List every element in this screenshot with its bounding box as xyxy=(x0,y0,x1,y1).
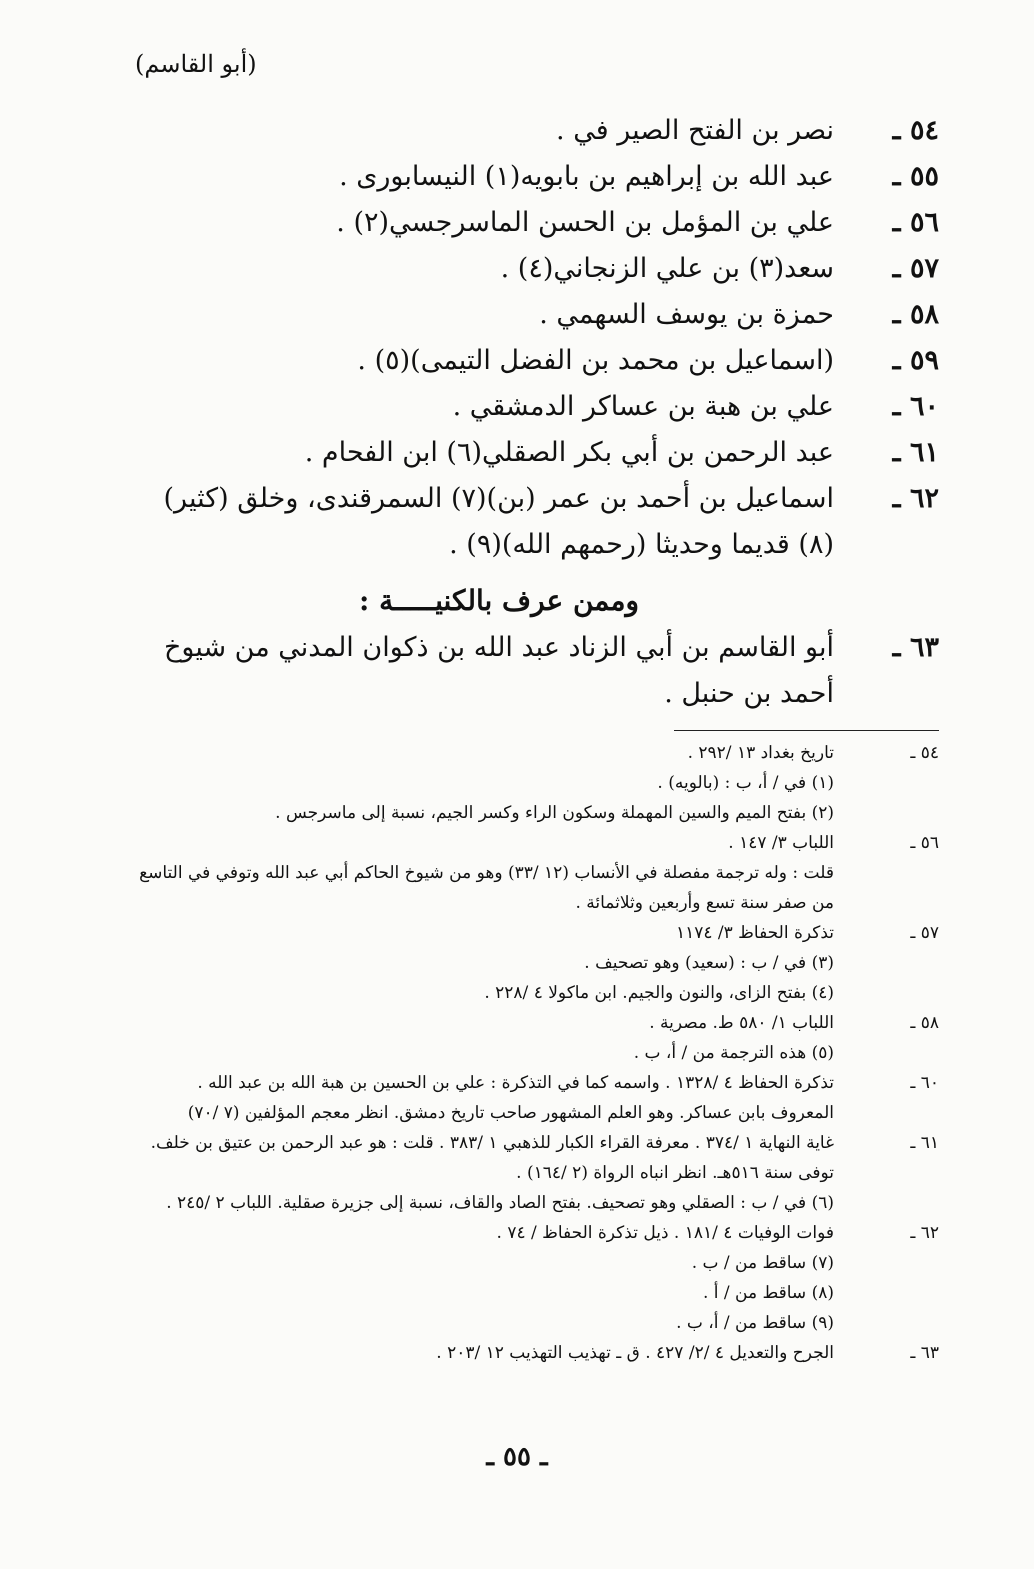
footnote-text: (٧) ساقط من / ب . xyxy=(691,1253,834,1273)
footnote-line xyxy=(139,1338,939,1368)
entry-text: نصر بن الفتح الصير في . xyxy=(556,115,834,146)
footnote-text: (٥) هذه الترجمة من / أ، ب . xyxy=(633,1043,834,1063)
footnote-text: اللباب ١/ ٥٨٠ ط. مصرية . xyxy=(649,1013,834,1033)
footnote-text: اللباب ٣/ ١٤٧ . xyxy=(728,833,834,853)
entry-number: ٥٩ ـ xyxy=(892,345,939,376)
footnote-text: قلت : وله ترجمة مفصلة في الأنساب (١٢ /٣٣) وهو من شيوخ الحاكم أبي عبد الله وتوفي في التاسع من صفر سنة تسع وأربعين وثلاثمائة . xyxy=(139,863,834,913)
footnote-ref-number: ٦٢ ـ xyxy=(910,1223,939,1243)
footnote-line xyxy=(139,1038,939,1068)
footnote-text: الجرح والتعديل ٤ /٢/ ٤٢٧ . ق ـ تهذيب التهذيب ١٢ /٢٠٣ . xyxy=(436,1343,834,1363)
footnote-text: (٩) ساقط من / أ، ب . xyxy=(676,1313,834,1333)
footnote-text: (٣) في / ب : (سعيد) وهو تصحيف . xyxy=(584,953,834,973)
entry-item xyxy=(139,625,939,717)
footnote-text: تذكرة الحفاظ ٤ /١٣٢٨ . واسمه كما في التذكرة : علي بن الحسين بن هبة الله بن عبد الله . المعروف بابن عساكر. وهو العلم المشهور صاحب تاريخ دمشق. انظر معجم المؤلفين (٧ /٧٠) xyxy=(187,1073,834,1123)
footnote-text: (٦) في / ب : الصقلي وهو تصحيف. بفتح الصاد والقاف، نسبة إلى جزيرة صقلية. اللباب ٢ /٢٤٥ . xyxy=(166,1193,834,1213)
footnote-text: (٤) بفتح الزاى، والنون والجيم. ابن ماكولا ٤ /٢٢٨ . xyxy=(484,983,834,1003)
entry-number: ٦٣ ـ xyxy=(892,632,939,663)
footnote-line xyxy=(139,1128,939,1188)
running-head: (أبو القاسم) xyxy=(135,50,257,78)
entry-number: ٥٥ ـ xyxy=(892,161,939,192)
footnote-text: (١) في / أ، ب : (بالويه) . xyxy=(657,773,834,793)
entry-number: ٥٧ ـ xyxy=(892,253,939,284)
footnotes xyxy=(139,738,939,1368)
page-number: ـ ٥٥ ـ xyxy=(486,1442,548,1472)
entry-text: عبد الله بن إبراهيم بن بابويه(١) النيسابورى . xyxy=(339,161,834,192)
footnote-line xyxy=(139,1068,939,1128)
footnote-line xyxy=(139,828,939,858)
footnote-ref-number: ٦٠ ـ xyxy=(910,1073,939,1093)
footnote-line xyxy=(139,738,939,768)
entry-item xyxy=(139,200,939,246)
footnote-ref-number: ٥٨ ـ xyxy=(910,1013,939,1033)
entry-text: علي بن المؤمل بن الحسن الماسرجسي(٢) . xyxy=(336,207,834,238)
entry-number: ٦١ ـ xyxy=(892,437,939,468)
entry-item xyxy=(139,476,939,568)
footnote-line xyxy=(139,918,939,948)
footnote-line xyxy=(139,1008,939,1038)
entry-text: (اسماعيل بن محمد بن الفضل التيمى)(٥) . xyxy=(357,345,834,376)
footnote-ref-number: ٦١ ـ xyxy=(910,1133,939,1153)
footnote-line xyxy=(139,1218,939,1248)
entry-item xyxy=(139,246,939,292)
footnote-text: تذكرة الحفاظ ٣/ ١١٧٤ xyxy=(675,923,834,943)
entry-item xyxy=(139,430,939,476)
entry-text: حمزة بن يوسف السهمي . xyxy=(539,299,834,330)
entry-text: سعد(٣) بن علي الزنجاني(٤) . xyxy=(500,253,834,284)
entry-number: ٥٤ ـ xyxy=(892,115,939,146)
entry-number: ٥٦ ـ xyxy=(892,207,939,238)
entry-number: ٦٠ ـ xyxy=(892,391,939,422)
footnote-text: (٢) بفتح الميم والسين المهملة وسكون الراء وكسر الجيم، نسبة إلى ماسرجس . xyxy=(275,803,834,823)
entry-text: علي بن هبة بن عساكر الدمشقي . xyxy=(452,391,834,422)
footnote-text: فوات الوفيات ٤ /١٨١ . ذيل تذكرة الحفاظ / ٧٤ . xyxy=(496,1223,834,1243)
entry-item xyxy=(139,338,939,384)
entries-list xyxy=(139,108,939,717)
footnote-line xyxy=(139,1278,939,1308)
footnote-text: تاريخ بغداد ١٣ /٢٩٢ . xyxy=(687,743,834,763)
entry-text: اسماعيل بن أحمد بن عمر (بن)(٧) السمرقندى، وخلق (كثير)(٨) قديما وحديثا (رحمهم الله)(٩) . xyxy=(163,483,834,560)
entry-item xyxy=(139,384,939,430)
entry-item xyxy=(139,292,939,338)
footnote-line xyxy=(139,948,939,978)
entry-number: ٦٢ ـ xyxy=(892,483,939,514)
entry-item xyxy=(139,154,939,200)
entry-text: عبد الرحمن بن أبي بكر الصقلي(٦) ابن الفحام . xyxy=(304,437,834,468)
footnote-line xyxy=(139,858,939,918)
footnote-line xyxy=(139,1248,939,1278)
entry-text: أبو القاسم بن أبي الزناد عبد الله بن ذكوان المدني من شيوخ أحمد بن حنبل . xyxy=(163,632,834,709)
entry-number: ٥٨ ـ xyxy=(892,299,939,330)
footnote-line xyxy=(139,978,939,1008)
footnote-text: (٨) ساقط من / أ . xyxy=(702,1283,834,1303)
footnote-line xyxy=(139,768,939,798)
footnote-ref-number: ٥٦ ـ xyxy=(910,833,939,853)
section-heading: وممن عرف بالكنيـــــة : xyxy=(358,584,640,617)
footnote-ref-number: ٥٤ ـ xyxy=(910,743,939,763)
entry-item xyxy=(139,108,939,154)
footnote-line xyxy=(139,798,939,828)
footnote-ref-number: ٦٣ ـ xyxy=(910,1343,939,1363)
footnote-line xyxy=(139,1188,939,1218)
footnote-divider xyxy=(674,730,939,731)
footnote-text: غاية النهاية ١ /٣٧٤ . معرفة القراء الكبار للذهبي ١ /٣٨٣ . قلت : هو عبد الرحمن بن عتيق بن خلف. توفى سنة ٥١٦هـ. انظر انباه الرواة (٢ /١٦٤) . xyxy=(150,1133,834,1183)
footnote-line xyxy=(139,1308,939,1338)
footnote-ref-number: ٥٧ ـ xyxy=(910,923,939,943)
